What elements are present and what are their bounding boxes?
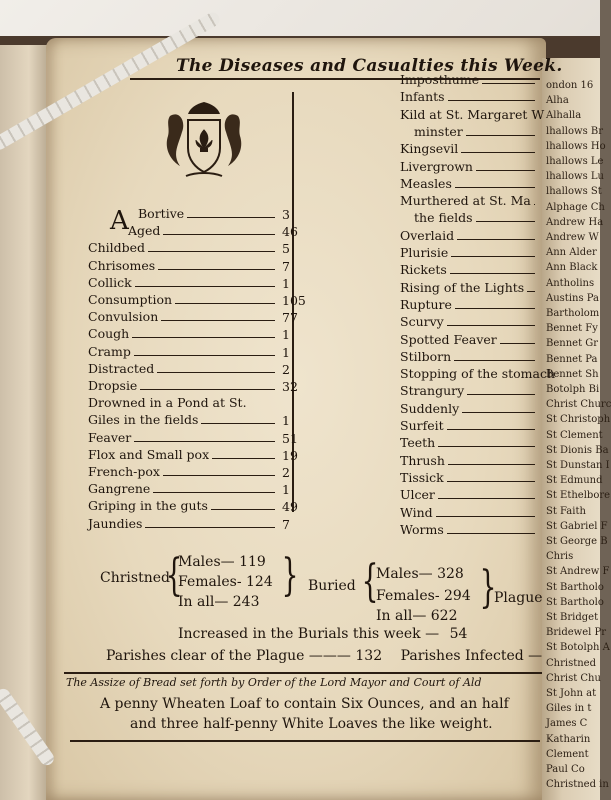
christned-all-label: In all bbox=[178, 594, 215, 610]
buried-label: Buried bbox=[308, 578, 356, 594]
next-page-line: St Andrew F bbox=[546, 566, 610, 578]
casualty-label: Suddenly bbox=[400, 400, 460, 416]
leader-line bbox=[448, 100, 535, 101]
assize-line-2: A penny Wheaten Loaf to contain Six Ounces, and an half bbox=[100, 696, 509, 712]
casualty-label: the fields bbox=[414, 210, 473, 226]
christned-males-label: Males bbox=[178, 554, 221, 570]
increase-value: 54 bbox=[449, 626, 468, 642]
casualty-row bbox=[88, 326, 278, 341]
christned-females-label: Females bbox=[178, 574, 237, 590]
casualty-row bbox=[400, 470, 538, 485]
casualty-label: Rickets bbox=[400, 262, 447, 278]
buried-females-label: Females bbox=[376, 588, 435, 604]
casualty-label: Cough bbox=[88, 326, 130, 342]
next-page-line: Clement bbox=[546, 748, 589, 760]
casualty-count: 49 bbox=[282, 499, 298, 515]
drop-cap-letter: A bbox=[110, 206, 129, 236]
leader-line bbox=[163, 475, 275, 476]
leader-line bbox=[447, 533, 535, 534]
casualty-row bbox=[138, 206, 278, 221]
casualty-label: Overlaid bbox=[400, 227, 455, 243]
casualty-label: Convulsion bbox=[88, 309, 159, 325]
casualty-label: Livergrown bbox=[400, 158, 473, 174]
leader-line bbox=[158, 269, 275, 270]
next-page-line: Austins Pa bbox=[546, 292, 600, 304]
leader-line bbox=[447, 481, 535, 482]
leader-line bbox=[145, 527, 275, 528]
next-page-strip bbox=[542, 58, 611, 800]
casualty-label: Drowned in a Pond at St. bbox=[88, 395, 247, 411]
casualty-count: 1 bbox=[282, 344, 290, 360]
next-page-line: Alphage Ch bbox=[546, 201, 605, 213]
casualty-label: Thrush bbox=[400, 452, 445, 468]
buried-all: In all— 622 bbox=[376, 608, 458, 624]
casualty-row bbox=[128, 223, 278, 238]
casualty-label: Childbed bbox=[88, 240, 146, 256]
casualty-label: Plurisie bbox=[400, 245, 449, 260]
casualty-row bbox=[88, 481, 278, 496]
plague-label: Plague bbox=[494, 590, 543, 606]
casualty-label: Gangrene bbox=[88, 481, 151, 497]
leader-line bbox=[132, 337, 275, 338]
next-page-line: Christ Churc bbox=[546, 399, 611, 411]
casualty-row bbox=[414, 210, 538, 225]
leader-line bbox=[482, 83, 535, 84]
next-page-line: St George B bbox=[546, 536, 608, 547]
next-page-line: Chris bbox=[546, 551, 574, 563]
christned-close-brace: } bbox=[281, 550, 299, 601]
casualty-row bbox=[88, 395, 278, 410]
next-page-line: St Faith bbox=[546, 505, 586, 517]
casualty-row bbox=[88, 430, 278, 445]
leader-line bbox=[476, 170, 535, 171]
casualty-row bbox=[400, 522, 538, 537]
leader-line bbox=[140, 389, 275, 390]
next-page-line: St John at bbox=[546, 688, 597, 699]
leader-line bbox=[457, 239, 535, 240]
casualty-count: 1 bbox=[282, 482, 290, 498]
buried-males-label: Males bbox=[376, 566, 419, 582]
casualty-count: 46 bbox=[282, 224, 298, 240]
leader-line bbox=[438, 446, 535, 447]
casualty-label: Measles bbox=[400, 175, 452, 191]
next-page-line: lhallows Br bbox=[546, 125, 604, 137]
leader-line bbox=[462, 412, 535, 413]
casualty-row bbox=[414, 124, 538, 139]
assize-line-3: and three half-penny White Loaves the like weight. bbox=[130, 716, 493, 732]
next-page-line: lhallows St bbox=[546, 186, 602, 198]
next-page-line: St Botolph A bbox=[546, 642, 610, 654]
parishes-clear-value: 132 bbox=[355, 648, 383, 664]
leader-line bbox=[153, 492, 275, 493]
christned-brace: { bbox=[165, 550, 183, 601]
casualty-count: 1 bbox=[282, 275, 290, 291]
casualty-row bbox=[400, 159, 538, 174]
casualty-label: Murthered at St. Ma bbox=[400, 193, 531, 209]
leader-line bbox=[461, 152, 535, 153]
next-page-line: lhallows Ho bbox=[546, 140, 606, 152]
casualty-row bbox=[400, 401, 538, 416]
casualty-count: 1 bbox=[282, 327, 290, 343]
next-page-line: James C bbox=[546, 718, 588, 730]
next-page-line: Paul Co bbox=[546, 764, 585, 775]
casualty-row bbox=[400, 453, 538, 468]
casualty-label: Rupture bbox=[400, 296, 452, 312]
casualty-row bbox=[400, 505, 538, 520]
next-page-line: Ann Alder bbox=[546, 247, 597, 259]
casualty-row bbox=[88, 412, 278, 427]
casualty-row bbox=[400, 487, 538, 502]
casualty-row bbox=[400, 228, 538, 243]
casualty-row bbox=[400, 193, 538, 208]
casualty-label: Spotted Feaver bbox=[400, 331, 497, 347]
leader-line bbox=[438, 498, 535, 499]
leader-line bbox=[436, 516, 535, 517]
casualty-label: Wind bbox=[400, 504, 433, 520]
leader-line bbox=[211, 509, 275, 510]
next-page-line: Andrew Ha bbox=[546, 216, 604, 228]
christned-all: In all— 243 bbox=[178, 594, 260, 610]
casualty-label: Rising of the Lights bbox=[400, 279, 525, 295]
casualty-count: 2 bbox=[282, 361, 290, 377]
casualty-row bbox=[400, 245, 538, 260]
casualty-label: Teeth bbox=[400, 435, 436, 451]
casualty-label: Surfeit bbox=[400, 418, 444, 433]
casualty-row bbox=[88, 464, 278, 479]
leader-line bbox=[157, 372, 275, 373]
casualty-label: Ulcer bbox=[400, 487, 435, 503]
next-page-line: St Clement bbox=[546, 429, 603, 441]
casualty-row bbox=[400, 349, 538, 364]
casualty-count: 105 bbox=[282, 293, 306, 308]
casualty-count: 77 bbox=[282, 310, 298, 326]
casualty-label: Distracted bbox=[88, 360, 155, 376]
casualty-label: Feaver bbox=[88, 429, 132, 445]
coat-of-arms-icon bbox=[160, 96, 248, 184]
casualty-row bbox=[88, 498, 278, 513]
leader-line bbox=[476, 221, 535, 222]
casualty-count: 3 bbox=[282, 207, 290, 222]
increase-text: Increased in the Burials this week bbox=[178, 626, 421, 642]
casualty-label: Kild at St. Margaret W bbox=[400, 106, 545, 122]
casualty-row bbox=[400, 106, 545, 122]
casualty-row bbox=[88, 344, 278, 359]
christned-males: Males— 119 bbox=[178, 554, 266, 570]
casualty-label: Worms bbox=[400, 521, 444, 537]
casualty-label: Flox and Small pox bbox=[88, 446, 210, 462]
next-page-line: St Christoph bbox=[546, 414, 611, 426]
next-page-line: lhallows Le bbox=[546, 156, 604, 167]
next-page-line: Bartholom bbox=[546, 308, 600, 319]
casualty-label: Consumption bbox=[88, 292, 173, 307]
leader-line bbox=[134, 355, 275, 356]
casualty-label: Griping in the guts bbox=[88, 498, 208, 514]
leader-line bbox=[466, 135, 535, 136]
casualty-label: Kingsevil bbox=[400, 141, 459, 157]
next-page-line: Katharin bbox=[546, 733, 591, 745]
casualty-row bbox=[400, 383, 538, 398]
casualty-row bbox=[88, 240, 278, 255]
leader-line bbox=[187, 217, 275, 218]
casualty-row bbox=[400, 435, 538, 450]
leader-line bbox=[175, 303, 275, 304]
leader-line bbox=[134, 441, 275, 442]
casualty-row bbox=[400, 418, 538, 433]
christned-label: Christned bbox=[100, 570, 170, 586]
casualty-label: Cramp bbox=[88, 343, 131, 359]
next-page-line: Bennet Gr bbox=[546, 338, 599, 350]
casualty-row bbox=[400, 141, 538, 156]
casualty-count: 1 bbox=[282, 413, 290, 429]
casualty-count: 2 bbox=[282, 465, 290, 480]
next-page-line: Antholins bbox=[546, 277, 595, 289]
buried-brace: { bbox=[361, 556, 379, 607]
casualty-label: Stopping of the stomach bbox=[400, 366, 556, 382]
casualty-label: Imposthume bbox=[400, 72, 480, 87]
leader-line bbox=[148, 251, 275, 252]
assize-rule-bottom bbox=[70, 740, 540, 742]
leader-line bbox=[450, 273, 535, 274]
parishes-line: Parishes clear of the Plague ——— 132 Parishes Infected — bbox=[106, 648, 543, 664]
next-page-line: Botolph Bi bbox=[546, 384, 600, 395]
casualty-label: Bortive bbox=[138, 206, 185, 221]
next-page-line: St Dunstan I bbox=[546, 460, 610, 471]
next-page-line: lhallows Lu bbox=[546, 171, 604, 183]
casualty-label: Chrisomes bbox=[88, 257, 156, 273]
casualty-label: Tissick bbox=[400, 469, 444, 485]
casualty-row bbox=[88, 378, 278, 393]
assize-rule-top bbox=[64, 672, 542, 674]
casualty-count: 51 bbox=[282, 430, 298, 446]
casualty-row bbox=[88, 361, 278, 376]
casualty-row bbox=[88, 292, 278, 307]
casualty-label: minster bbox=[414, 123, 463, 139]
leader-line bbox=[455, 308, 535, 309]
parishes-clear-text: Parishes clear of the Plague bbox=[106, 648, 305, 664]
casualty-label: Strangury bbox=[400, 383, 465, 399]
casualty-row bbox=[88, 516, 278, 531]
next-page-line: Bridewel Pr bbox=[546, 627, 607, 639]
leader-line bbox=[161, 320, 275, 321]
casualty-row bbox=[400, 89, 538, 104]
leader-line bbox=[212, 458, 275, 459]
parishes-infected-text: Parishes Infected bbox=[400, 648, 524, 664]
christned-females: Females- 124 bbox=[178, 574, 273, 590]
next-page-line: Ann Black bbox=[546, 262, 598, 274]
casualty-label: Aged bbox=[128, 223, 161, 239]
leader-line bbox=[135, 286, 275, 287]
next-page-line: Giles in t bbox=[546, 703, 592, 715]
next-page-line: Christned in bbox=[546, 779, 609, 791]
casualty-row bbox=[400, 332, 538, 347]
casualty-row bbox=[400, 262, 538, 277]
casualty-row bbox=[88, 275, 278, 290]
next-page-line: Alha bbox=[546, 95, 569, 107]
casualty-label: Giles in the fields bbox=[88, 412, 199, 428]
next-page-line: St Dionis Ba bbox=[546, 444, 609, 456]
buried-females: Females- 294 bbox=[376, 588, 471, 604]
leader-line bbox=[447, 429, 535, 430]
casualty-label: Collick bbox=[88, 274, 132, 290]
casualty-row bbox=[88, 309, 278, 324]
leader-line bbox=[500, 343, 535, 344]
next-page-line: Christ Chu bbox=[546, 672, 601, 684]
casualty-count: 7 bbox=[282, 516, 290, 532]
casualty-row bbox=[400, 176, 538, 191]
book-page-edges bbox=[0, 45, 48, 800]
casualty-count: 32 bbox=[282, 379, 298, 394]
casualty-label: French-pox bbox=[88, 464, 160, 479]
casualty-row bbox=[400, 72, 538, 87]
next-page-line: St Edmund bbox=[546, 475, 603, 487]
leader-line bbox=[467, 394, 535, 395]
next-page-line: Bennet Pa bbox=[546, 353, 598, 365]
casualty-label: Dropsie bbox=[88, 378, 138, 393]
casualty-count: 7 bbox=[282, 258, 290, 274]
next-page-line: St Ethelbore bbox=[546, 490, 611, 502]
casualty-row bbox=[400, 366, 556, 382]
casualty-count: 19 bbox=[282, 447, 298, 463]
casualty-count: 5 bbox=[282, 241, 290, 257]
casualty-row bbox=[400, 297, 538, 312]
casualty-label: Scurvy bbox=[400, 314, 444, 330]
leader-line bbox=[163, 234, 275, 235]
leader-line bbox=[527, 291, 535, 292]
next-page-line: St Bridget bbox=[546, 612, 599, 623]
leader-line bbox=[454, 360, 535, 361]
next-page-line: Andrew W bbox=[546, 232, 599, 243]
increase-line: Increased in the Burials this week — 54 bbox=[178, 626, 468, 642]
next-page-line: St Bartholo bbox=[546, 596, 604, 608]
page-title: The Diseases and Casualties this Week. bbox=[176, 56, 563, 76]
casualty-row bbox=[88, 447, 278, 462]
casualty-row bbox=[88, 258, 278, 273]
leader-line bbox=[451, 256, 535, 257]
next-page-line: Bennet Fy bbox=[546, 323, 598, 335]
leader-line bbox=[448, 464, 535, 465]
next-page-line: Alhalla bbox=[546, 110, 582, 122]
buried-all-label: In all bbox=[376, 608, 413, 624]
assize-heading: The Assize of Bread set forth by Order of the Lord Mayor and Court of Ald bbox=[66, 676, 482, 689]
leader-line bbox=[447, 325, 535, 326]
next-page-line: St Bartholo bbox=[546, 581, 604, 593]
casualty-row bbox=[400, 280, 538, 295]
buried-males: Males— 328 bbox=[376, 566, 464, 582]
leader-line bbox=[455, 187, 535, 188]
buried-close-brace: } bbox=[479, 562, 497, 613]
next-page-line: St Gabriel F bbox=[546, 520, 608, 532]
casualty-row bbox=[400, 314, 538, 329]
leader-line bbox=[201, 423, 275, 424]
casualty-label: Infants bbox=[400, 89, 445, 105]
casualty-label: Stilborn bbox=[400, 348, 452, 364]
next-page-line: ondon 16 bbox=[546, 80, 594, 91]
casualty-label: Jaundies bbox=[88, 515, 143, 531]
next-page-line: Christned bbox=[546, 657, 596, 669]
next-page-line: Bennet Sh bbox=[546, 368, 599, 380]
leader-line bbox=[534, 204, 535, 205]
